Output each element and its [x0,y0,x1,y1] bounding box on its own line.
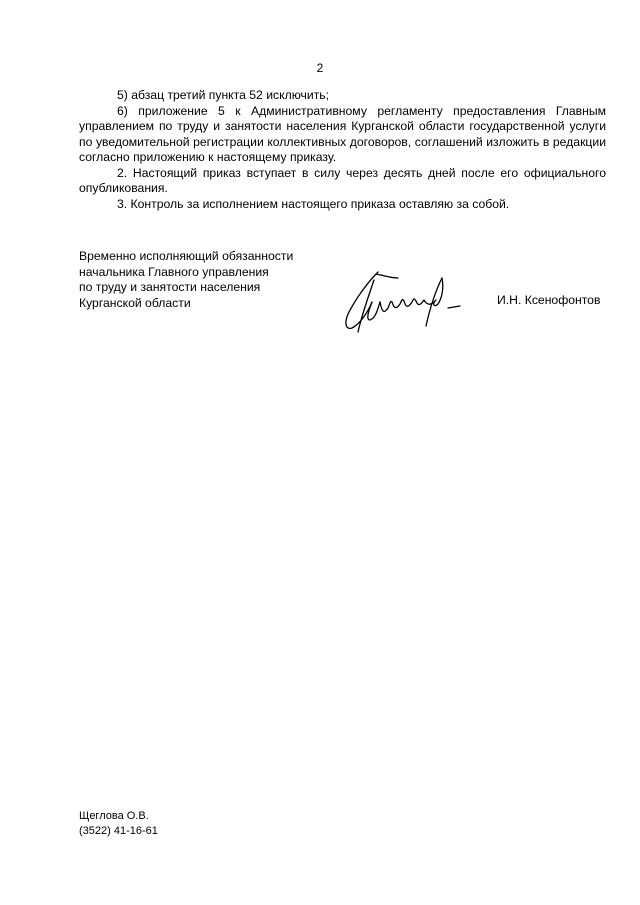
footer-phone: (3522) 41-16-61 [79,825,158,837]
signatory-title-line: по труду и занятости населения [79,280,261,294]
page-number: 2 [316,61,324,75]
signatory-title [79,249,293,311]
signatory-title-line: начальника Главного управления [79,264,269,279]
footer [79,809,158,839]
footer-author: Щеглова О.В. [79,810,149,822]
signatory-title-line: Временно исполняющий обязанности [79,249,294,263]
paragraph-control: 3. Контроль за исполнением настоящего приказа оставляю за собой. [117,196,510,211]
signer-name: И.Н. Ксенофонтов [497,293,601,307]
paragraph-item-6: 6) приложение 5 к Административному регламенту предоставления Главным управлением по труду и занятости населения Курганской области государственной услуги по уведомительной регистрации коллективных договоров, соглашений изложить в редакции согласно приложению к настоящему приказу. [79,103,606,164]
signatory-title-line: Курганской области [79,295,191,310]
paragraph-item-5: 5) абзац третий пункта 52 исключить; [117,88,330,102]
document-body [79,88,606,212]
handwritten-signature [338,268,468,340]
paragraph-effective-date: 2. Настоящий приказ вступает в силу через десять дней после его официального опубликования. [79,165,606,195]
